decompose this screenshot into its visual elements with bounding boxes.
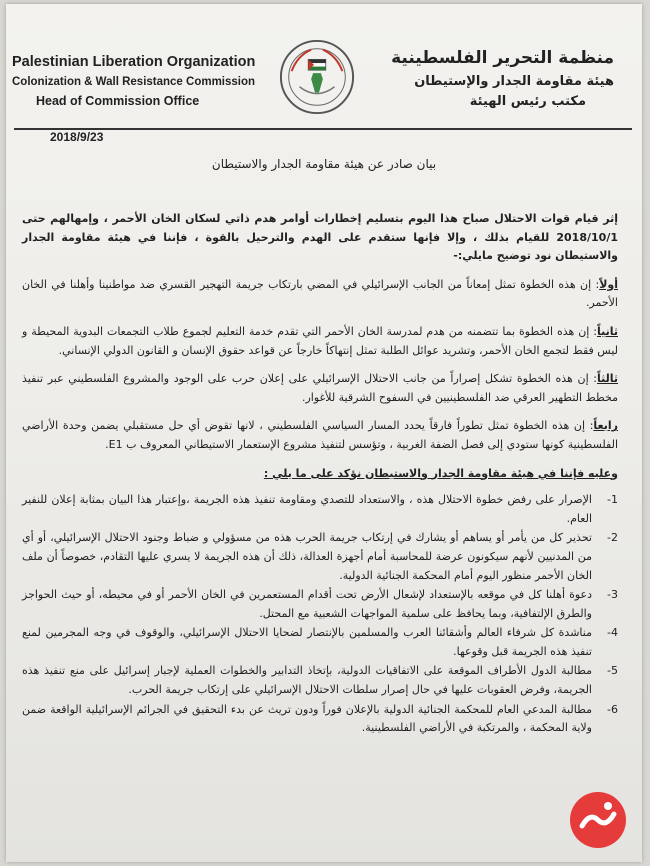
office-name-ar: مكتب رئيس الهيئة [469, 94, 586, 109]
statement-body [22, 210, 618, 739]
item-text: مطالبة الدول الأطراف الموقعة على الاتفاقيات الدولية، بإتخاذ التدابير والخطوات العملية لإجبار إسرائيل على منع تنفيذ هذه الجريمة، وفرض العقوبات عليها في حال إصرار سلطات الاحتلال الإسرائيلي على إرتكاب جريمة الحرب. [22, 664, 592, 697]
item-number: 4- [607, 626, 618, 640]
item-number: 3- [607, 588, 618, 602]
point-text: : إن هذه الخطوة بما تتضمنه من هدم لمدرسة الخان الأحمر التي تقدم خدمة التعليم لجموع طلاب التجمعات البدوية المحيطة و ليس فقط لتجمع الخان الأحمر، وتشريد عوائل الطلبة تمثل إنتهاكاً خارجاً عن قواعد حقوق الإنسان و القانون الدولي الإنساني. [22, 324, 618, 357]
point-text: : إن هذه الخطوة تمثل تطوراً فارقاً يحدد المسار السياسي الفلسطيني ، لانها تقوض أي حل مستقبلي يضمن وحدة الأراضي الفلسطينية كونها ستودي إلى فصل الضفة الغربية ، وتؤسس لتنفيذ مشروع الإستعمار الاستيطاني المعروف ب E1. [22, 419, 618, 451]
list-item [22, 662, 618, 699]
point-paragraph [22, 276, 618, 313]
item-text: دعوة أهلنا كل في موقعه بالإستعداد لإشعال الأرض تحت أقدام المستعمرين في الخان الأحمر أو في محيطه، أو حيث الحواجز والطرق الإلتفافية، وبما يحافظ على سلمية المواجهات الشعبية مع المحتل. [22, 588, 592, 620]
item-number: 5- [607, 664, 618, 678]
commission-name-en: Colonization & Wall Resistance Commission [12, 76, 256, 88]
point-paragraph [22, 323, 618, 360]
point-paragraph [22, 417, 618, 454]
document-page [6, 4, 642, 862]
list-item [22, 624, 618, 661]
org-name-ar: منظمة التحرير الفلسطينية [391, 48, 614, 68]
point-text: : إن هذه الخطوة تشكل إصراراً من جانب الاحتلال الإسرائيلي على إعلان حرب على الوجود والمشروع الفلسطيني عبر تنفيذ مخطط التطهير العرقي ضد الفلسطينيين في السفوح الشرقية للأغوار. [22, 372, 618, 404]
list-item [22, 701, 618, 738]
list-item [22, 529, 618, 585]
point-label: رابعاً [593, 419, 618, 433]
item-number: 1- [607, 493, 618, 507]
intro-paragraph: إثر قيام قوات الاحتلال صباح هذا اليوم بتسليم إخطارات أوامر هدم ذاتي لسكان الخان الأحمر ، وإمهالهم حتى 2018/10/1 للقيام بذلك ، وإلا فإنها ستقدم على الهدم والترحيل بالقوة ، فإننا في هيئة مقاومة الجدار والاستيطان نود توضيح مايلي:- [22, 212, 618, 263]
statement-title: بيان صادر عن هيئة مقاومة الجدار والاستيطان [211, 157, 437, 171]
list-item [22, 586, 618, 623]
list-item [22, 491, 618, 528]
header-divider [14, 128, 632, 130]
point-paragraph [22, 370, 618, 407]
item-number: 2- [607, 531, 618, 545]
header-english [12, 54, 272, 108]
item-text: مناشدة كل شرفاء العالم وأشقائنا العرب والمسلمين بالإنتصار لضحايا الاحتلال الإسرائيلي، والوقوف في وجه المجرمين لمنع تنفيذ هذه الجريمة قبل وقوعها. [22, 626, 592, 658]
conclusion-heading: وعليه فإننا في هيئة مقاومة الجدار والاستيطان نؤكد على ما يلي : [263, 466, 618, 480]
item-number: 6- [607, 702, 618, 716]
point-label: ثانياً [596, 324, 618, 338]
header-arabic [384, 48, 614, 109]
item-text: مطالبة المدعي العام للمحكمة الجنائية الدولية بالإعلان فوراً ودون تريث عن بدء التحقيق في الجرائم الإسرائيلية الواقعة ضمن ولاية المحكمة ، والمرتكبة في الأراضي الفلسطينية. [22, 702, 592, 735]
org-name-en: Palestinian Liberation Organization [12, 54, 256, 70]
maan-logo-icon [568, 790, 628, 850]
point-text: : إن هذه الخطوة تمثل إمعاناً من الجانب الإسرائيلي في المضي بارتكاب جريمة التهجير القسري ضد مواطنينا وأهلنا في الخان الأحمر. [22, 277, 618, 310]
plo-emblem-icon [278, 38, 356, 116]
office-name-en: Head of Commission Office [36, 94, 200, 108]
point-label: ثالثاً [596, 372, 618, 386]
item-text: تحذير كل من يأمر أو يساهم أو يشارك في إرتكاب جريمة الحرب هذه من مسؤولي و ضباط وجنود الاحتلال الإسرائيلي، أو أي من المدنيين لأنهم سيكونون عرضة للمحاسبة أمام أجهزة العدالة، ذلك أن هذه الجريمة لا يسري عليها التقادم، خصوصاً أن ملف الخان الأحمر منظور اليوم أمام المحكمة الجنائية الدولية. [22, 531, 592, 582]
commission-name-ar: هيئة مقاومة الجدار والإستيطان [414, 74, 614, 89]
document-date: 2018/9/23 [50, 130, 104, 144]
point-label: أولاً [599, 277, 618, 291]
item-text: الإصرار على رفض خطوة الاحتلال هذه ، والاستعداد للتصدي ومقاومة تنفيذ هذه الجريمة ،وإعتبار هذا البيان بمثابة إعلان للنفير العام. [22, 493, 592, 525]
